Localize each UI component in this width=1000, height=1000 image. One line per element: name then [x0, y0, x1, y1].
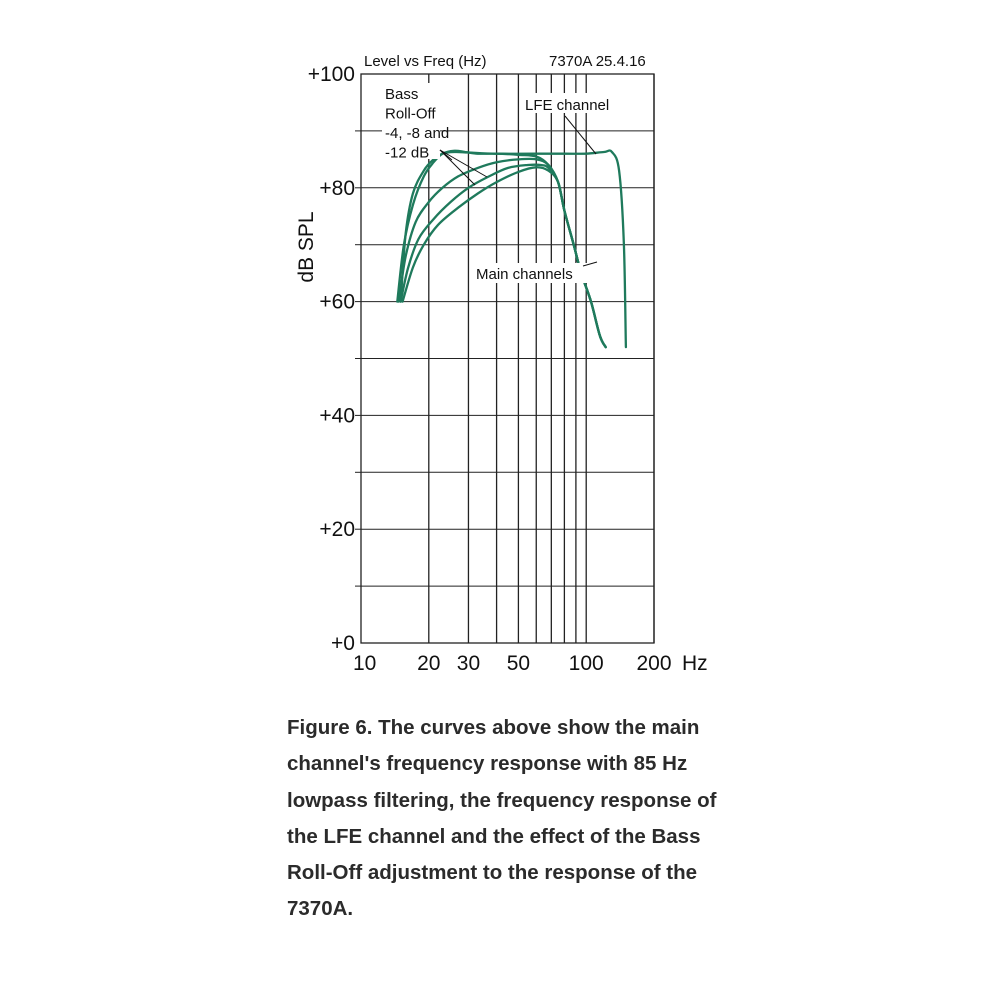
y-tick-label: +40: [319, 404, 355, 428]
bass-rolloff-label-line: -4, -8 and: [385, 125, 450, 142]
main-channels-label-line: Main channels: [476, 266, 573, 283]
bass-rolloff-label-line: Roll-Off: [385, 105, 436, 123]
chart-title: Level vs Freq (Hz): [364, 53, 487, 70]
annotation-leader-line: [565, 116, 596, 154]
y-tick-label: +100: [307, 63, 355, 86]
series-line-4: [403, 167, 606, 347]
x-tick-label: 100: [568, 652, 604, 675]
series-lines: [397, 151, 626, 348]
chart-subtitle: 7370A 25.4.16: [549, 53, 646, 70]
x-unit-label: Hz: [682, 652, 708, 675]
bass-rolloff-label-line: -12 dB: [385, 144, 430, 162]
y-tick-label: +20: [319, 518, 355, 542]
series-line-5: [401, 151, 626, 348]
tick-labels: [295, 53, 708, 675]
series-line-3: [401, 165, 606, 347]
y-axis-label: dB SPL: [295, 211, 318, 283]
lfe-channel-label: [525, 97, 609, 114]
y-tick-label: +80: [319, 176, 355, 200]
y-tick-label: +60: [319, 290, 355, 314]
bass-rolloff-label-line: Bass: [385, 86, 419, 103]
x-tick-label: 50: [506, 652, 531, 675]
x-tick-label: 200: [636, 652, 672, 675]
x-tick-label: 20: [417, 652, 441, 675]
x-tick-label: 30: [456, 652, 481, 675]
figure-caption: Figure 6. The curves above show the main channel's frequency response with 85 Hz lowpass filtering, the frequency response of the LFE channel and the effect of the Bass Roll-Off adjustment to the response of the 7370A.: [287, 716, 717, 921]
main-channels-label: [476, 266, 573, 283]
lfe-channel-label-line: LFE channel: [525, 97, 610, 114]
x-tick-label: 10: [353, 652, 377, 675]
y-tick-label: +0: [331, 632, 355, 655]
